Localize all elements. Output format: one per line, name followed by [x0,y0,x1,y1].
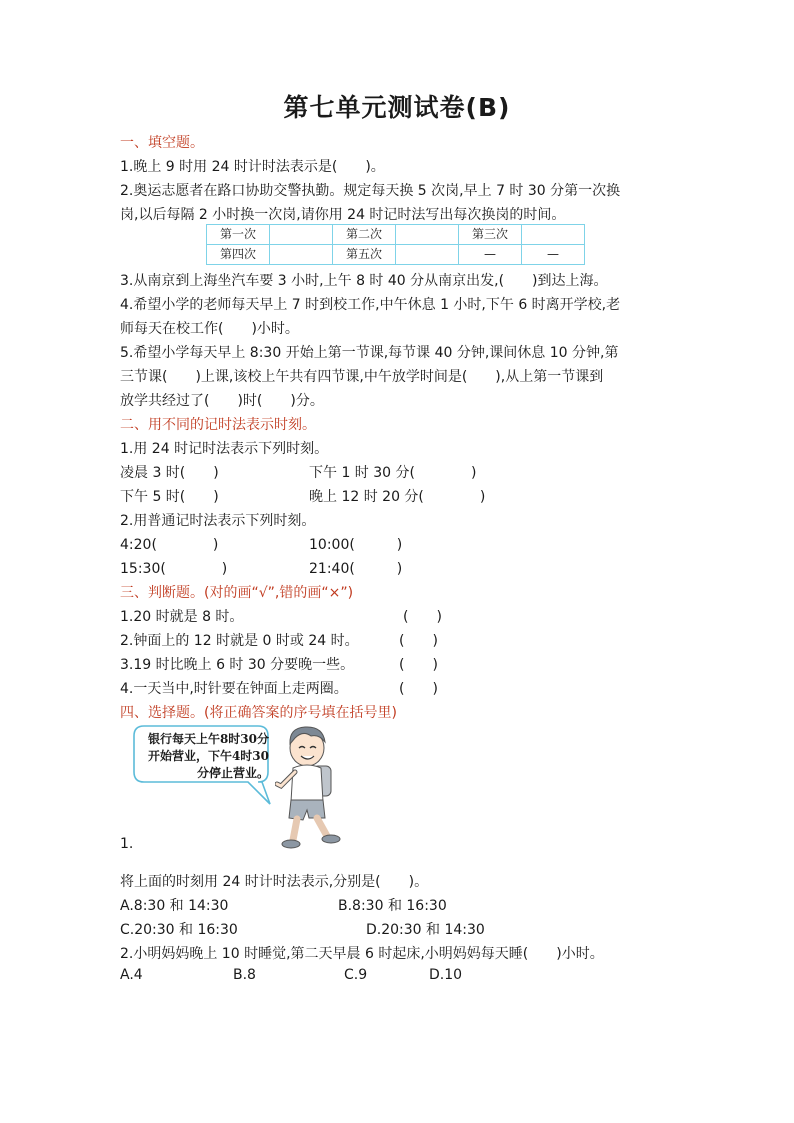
question-3-3: 3.19 时比晚上 6 时 30 分要晚一些。 [120,657,355,673]
section-true-false: 三、判断题。(对的画“√”,错的画“×”) [120,585,354,601]
answer-2-2-a: 4:20( ) [120,537,219,553]
option-4-1-b: B.8:30 和 16:30 [338,898,447,914]
question-1-4-line1: 4.希望小学的老师每天早上 7 时到校工作,中午休息 1 小时,下午 6 时离开学校,老 [120,297,621,313]
answer-2-1-c: 下午 5 时( ) [120,489,219,505]
answer-2-2-b: 10:00( ) [309,537,403,553]
answer-paren: ( ) [399,657,438,673]
section-fill-blank: 一、填空题。 [120,135,204,151]
option-4-1-d: D.20:30 和 14:30 [366,922,485,938]
section-time-notation: 二、用不同的记时法表示时刻。 [120,417,316,433]
answer-2-2-c: 15:30( ) [120,561,228,577]
section-multiple-choice: 四、选择题。(将正确答案的序号填在括号里) [120,705,397,721]
option-4-2-a: A.4 [120,967,143,983]
bubble-text: 银行每天上午8时30分开始营业，下午4时30分停止营业。 [147,732,269,780]
table-cell: 第五次 [333,245,396,265]
table-cell-blank [270,225,333,245]
question-4-1: 将上面的时刻用 24 时计时法表示,分别是( )。 [120,874,429,890]
table-cell-blank [396,245,459,265]
option-4-1-c: C.20:30 和 16:30 [120,922,238,938]
answer-paren: ( ) [399,681,438,697]
table-cell-blank [396,225,459,245]
question-1-5-line1: 5.希望小学每天早上 8:30 开始上第一节课,每节课 40 分钟,课间休息 10 分钟,第 [120,345,619,361]
table-cell: — [522,245,585,265]
shift-table [206,224,585,265]
table-cell: 第三次 [459,225,522,245]
table-cell-blank [270,245,333,265]
option-4-1-a: A.8:30 和 14:30 [120,898,229,914]
answer-2-1-a: 凌晨 3 时( ) [120,465,219,481]
question-1-2-line1: 2.奥运志愿者在路口协助交警执勤。规定每天换 5 次岗,早上 7 时 30 分第一次换 [120,183,621,199]
answer-2-1-d: 晚上 12 时 20 分( ) [309,489,486,505]
question-4-1-number: 1. [120,836,134,852]
table-cell: 第二次 [333,225,396,245]
question-2-1: 1.用 24 时记时法表示下列时刻。 [120,441,329,457]
table-cell-blank [522,225,585,245]
answer-paren: ( ) [399,633,438,649]
table-row [207,225,585,245]
question-1-1: 1.晚上 9 时用 24 时计时法表示是( )。 [120,159,385,175]
table-cell: 第一次 [207,225,270,245]
question-1-4-line2: 师每天在校工作( )小时。 [120,321,299,337]
question-1-5-line3: 放学共经过了( )时( )分。 [120,393,324,409]
question-3-1: 1.20 时就是 8 时。 [120,609,244,625]
answer-2-1-b: 下午 1 时 30 分( ) [309,465,477,481]
question-1-2-line2: 岗,以后每隔 2 小时换一次岗,请你用 24 时记时法写出每次换岗的时间。 [120,207,566,223]
question-3-2: 2.钟面上的 12 时就是 0 时或 24 时。 [120,633,359,649]
option-4-2-b: B.8 [233,967,256,983]
option-4-2-d: D.10 [429,967,463,983]
question-3-4: 4.一天当中,时针要在钟面上走两圈。 [120,681,348,697]
answer-2-2-d: 21:40( ) [309,561,403,577]
option-4-2-c: C.9 [344,967,368,983]
page-title: 第七单元测试卷(B) [283,93,511,122]
boy-illustration [275,722,345,852]
question-2-2: 2.用普通记时法表示下列时刻。 [120,513,316,529]
question-4-2: 2.小明妈妈晚上 10 时睡觉,第二天早晨 6 时起床,小明妈妈每天睡( )小时。 [120,946,604,962]
answer-paren: ( ) [403,609,442,625]
table-row [207,245,585,265]
question-1-5-line2: 三节课( )上课,该校上午共有四节课,中午放学时间是( ),从上第一节课到 [120,369,604,385]
table-cell: 第四次 [207,245,270,265]
question-1-3: 3.从南京到上海坐汽车要 3 小时,上午 8 时 40 分从南京出发,( )到达上海。 [120,273,608,289]
table-cell: — [459,245,522,265]
